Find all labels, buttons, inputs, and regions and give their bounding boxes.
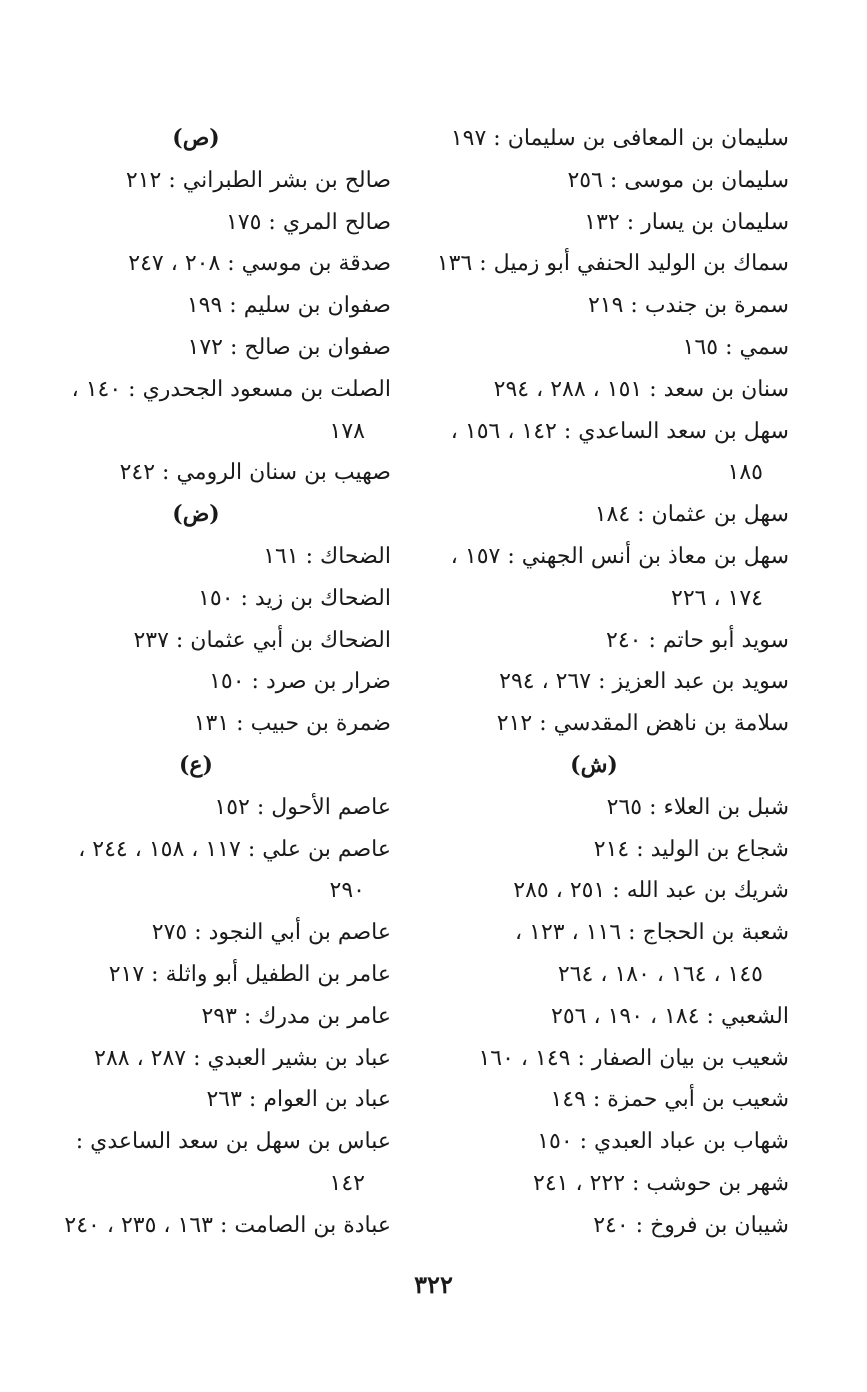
index-entry: شعيب بن أبي حمزة : ١٤٩ <box>550 1087 789 1113</box>
index-entry: شهر بن حوشب : ٢٢٢ ، ٢٤١ <box>533 1170 789 1196</box>
index-entry-continuation: ١٧٤ ، ٢٢٦ <box>671 585 763 611</box>
index-entry: سمي : ١٦٥ <box>682 334 789 360</box>
index-entry: صدقة بن موسي : ٢٠٨ ، ٢٤٧ <box>128 251 391 277</box>
index-entry: سويد بن عبد العزيز : ٢٦٧ ، ٢٩٤ <box>499 669 789 695</box>
index-entry: صفوان بن سليم : ١٩٩ <box>186 293 391 319</box>
index-entry: شعبة بن الحجاج : ١١٦ ، ١٢٣ ، <box>515 920 789 946</box>
index-entry: عامر بن الطفيل أبو واثلة : ٢١٧ <box>108 961 391 987</box>
index-entry-continuation: ١٧٨ <box>329 418 365 444</box>
index-entry-continuation: ١٨٥ <box>727 460 763 486</box>
index-entry: الضحاك بن زيد : ١٥٠ <box>198 585 391 611</box>
index-entry: صالح بن بشر الطبراني : ٢١٢ <box>125 167 391 193</box>
section-letter-heading: (ص) <box>172 125 220 151</box>
index-entry: شيبان بن فروخ : ٢٤٠ <box>593 1212 789 1238</box>
index-entry: سهل بن معاذ بن أنس الجهني : ١٥٧ ، <box>450 543 789 569</box>
index-entry: شبل بن العلاء : ٢٦٥ <box>606 794 789 820</box>
index-entry: سماك بن الوليد الحنفي أبو زميل : ١٣٦ <box>436 251 789 277</box>
index-entry: الضحاك : ١٦١ <box>263 543 391 569</box>
index-entry: سلامة بن ناهض المقدسي : ٢١٢ <box>496 711 789 737</box>
index-entry: الشعبي : ١٨٤ ، ١٩٠ ، ٢٥٦ <box>551 1003 789 1029</box>
index-entry: شعيب بن بيان الصفار : ١٤٩ ، ١٦٠ <box>478 1045 789 1071</box>
index-entry: عباد بن العوام : ٢٦٣ <box>206 1087 391 1113</box>
index-entry: عباس بن سهل بن سعد الساعدي : <box>75 1129 391 1155</box>
index-entry: سمرة بن جندب : ٢١٩ <box>587 293 789 319</box>
index-entry: سويد أبو حاتم : ٢٤٠ <box>606 627 789 653</box>
index-entry: ضمرة بن حبيب : ١٣١ <box>193 711 391 737</box>
index-entry: عبادة بن الصامت : ١٦٣ ، ٢٣٥ ، ٢٤٠ <box>64 1212 391 1238</box>
index-entry: عاصم بن أبي النجود : ٢٧٥ <box>151 920 391 946</box>
index-entry: شريك بن عبد الله : ٢٥١ ، ٢٨٥ <box>513 878 789 904</box>
index-entry: سليمان بن المعافى بن سليمان : ١٩٧ <box>450 126 789 151</box>
section-letter-heading: (ض) <box>172 501 220 528</box>
index-entry: شهاب بن عباد العبدي : ١٥٠ <box>537 1129 789 1155</box>
index-entry: عاصم بن علي : ١١٧ ، ١٥٨ ، ٢٤٤ ، <box>78 836 391 862</box>
index-entry: صفوان بن صالح : ١٧٢ <box>187 334 391 360</box>
index-entry: سليمان بن موسى : ٢٥٦ <box>567 167 789 193</box>
index-entry: الصلت بن مسعود الجحدري : ١٤٠ ، <box>71 376 391 402</box>
index-entry: عامر بن مدرك : ٢٩٣ <box>201 1003 391 1029</box>
index-entry: شجاع بن الوليد : ٢١٤ <box>593 836 789 862</box>
section-letter-heading: (ع) <box>179 751 213 778</box>
page-number: ٣٢٢ <box>414 1270 453 1299</box>
left-column <box>1 118 391 1247</box>
index-entry: سنان بن سعد : ١٥١ ، ٢٨٨ ، ٢٩٤ <box>493 376 789 402</box>
index-entry: سهل بن عثمان : ١٨٤ <box>594 502 789 528</box>
index-entry: الضحاك بن أبي عثمان : ٢٣٧ <box>133 627 391 653</box>
index-entry-continuation: ١٤٢ <box>329 1170 365 1196</box>
index-entry: سهل بن سعد الساعدي : ١٤٢ ، ١٥٦ ، <box>450 418 789 444</box>
index-entry-continuation: ٢٩٠ <box>329 878 365 904</box>
index-entry: صهيب بن سنان الرومي : ٢٤٢ <box>119 460 391 486</box>
index-entry-continuation: ١٤٥ ، ١٦٤ ، ١٨٠ ، ٢٦٤ <box>557 961 763 987</box>
index-entry: عباد بن بشير العبدي : ٢٨٧ ، ٢٨٨ <box>94 1045 391 1071</box>
index-entry: صالح المري : ١٧٥ <box>225 209 391 235</box>
index-entry: سليمان بن يسار : ١٣٢ <box>584 209 789 235</box>
section-letter-heading: (ش) <box>570 751 618 778</box>
index-entry: ضرار بن صرد : ١٥٠ <box>209 669 391 695</box>
right-column <box>399 118 789 1247</box>
index-entry: عاصم الأحول : ١٥٢ <box>214 794 391 820</box>
